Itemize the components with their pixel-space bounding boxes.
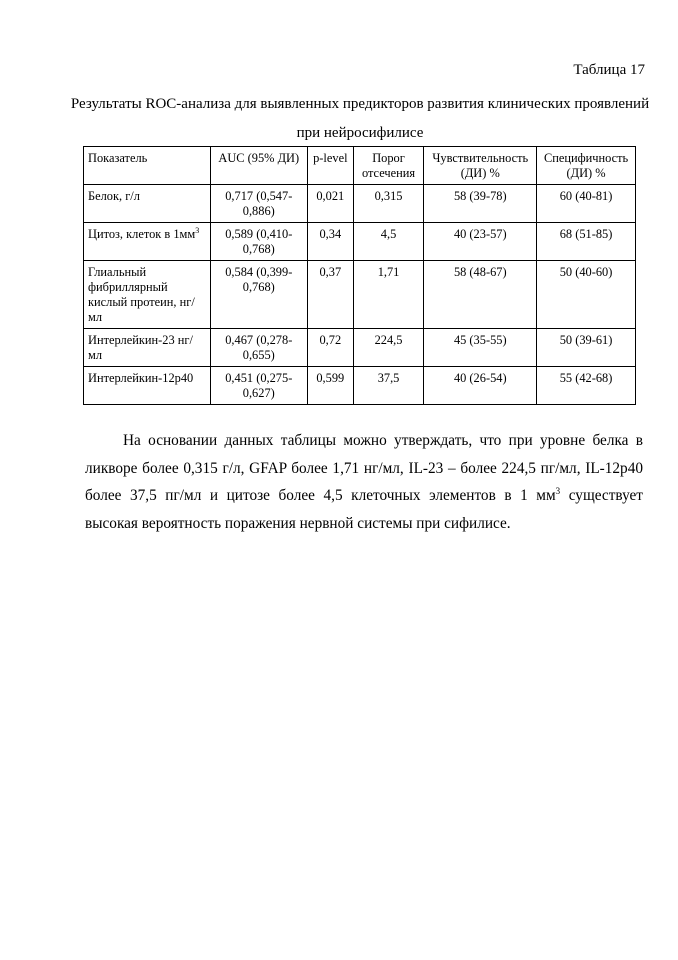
cell-sensitivity-text: 40 (26-54) — [453, 371, 507, 385]
cell-cutoff — [353, 261, 424, 329]
cell-cutoff-text: 4,5 — [380, 227, 397, 241]
cell-cutoff-text: 1,71 — [377, 265, 400, 279]
cell-p-level — [307, 223, 353, 261]
cell-specificity-text: 55 (42-68) — [559, 371, 613, 385]
cell-specificity-text: 68 (51-85) — [559, 227, 613, 241]
cell-cutoff — [353, 329, 424, 367]
cell-auc — [210, 261, 307, 329]
cell-indicator — [84, 223, 211, 261]
cell-sensitivity — [424, 367, 537, 405]
cell-indicator-superscript: 3 — [195, 225, 200, 235]
cell-sensitivity-text: 58 (39-78) — [453, 189, 507, 203]
paragraph-text: На основании данных таблицы можно утверждать, что при уровне белка в ликворе более 0,315 г/л, GFAP более 1,71 нг/мл, IL-23 – более 224,5 пг/мл, IL-12р40 более 37,5 пг/мл и цитозе более 4,5 клеточных элементов в 1 мм — [85, 432, 643, 504]
cell-sensitivity-text: 58 (48-67) — [453, 265, 507, 279]
header-indicator: Показатель — [84, 147, 211, 185]
cell-auc — [210, 367, 307, 405]
cell-cutoff-text: 0,315 — [374, 189, 403, 203]
cell-indicator — [84, 261, 211, 329]
cell-specificity — [537, 261, 636, 329]
table-row — [84, 261, 636, 329]
cell-cutoff — [353, 367, 424, 405]
cell-sensitivity-text: 45 (35-55) — [453, 333, 507, 347]
header-cutoff: Порог отсечения — [353, 147, 424, 185]
cell-specificity-text: 50 (40-60) — [559, 265, 613, 279]
table-number: Таблица 17 — [573, 62, 645, 78]
paragraph-superscript: 3 — [555, 485, 561, 496]
table-row — [84, 329, 636, 367]
cell-p-level — [307, 185, 353, 223]
cell-p-level-text: 0,34 — [319, 227, 342, 241]
cell-auc — [210, 329, 307, 367]
table-body — [84, 185, 636, 405]
cell-indicator — [84, 367, 211, 405]
table-row — [84, 223, 636, 261]
cell-sensitivity-text: 40 (23-57) — [453, 227, 507, 241]
table-row — [84, 185, 636, 223]
cell-specificity — [537, 185, 636, 223]
cell-cutoff-text: 224,5 — [374, 333, 403, 347]
cell-indicator-text: Цитоз, клеток в 1мм — [88, 227, 196, 241]
cell-p-level — [307, 329, 353, 367]
cell-p-level — [307, 261, 353, 329]
header-p-level: p-level — [307, 147, 353, 185]
roc-table — [83, 146, 636, 405]
table-caption: Результаты ROC-анализа для выявленных предикторов развития клинических проявлений при нейросифилисе — [70, 96, 650, 141]
cell-auc — [210, 185, 307, 223]
cell-specificity-text: 60 (40-81) — [559, 189, 613, 203]
cell-auc-text: 0,451 (0,275-0,627) — [225, 371, 293, 400]
header-specificity: Специфичность (ДИ) % — [537, 147, 636, 185]
cell-indicator-text: Глиальный фибриллярный кислый протеин, нг/мл — [88, 265, 195, 324]
cell-auc-text: 0,717 (0,547-0,886) — [225, 189, 293, 218]
cell-cutoff — [353, 223, 424, 261]
table-header-row — [84, 147, 636, 185]
cell-auc-text: 0,467 (0,278-0,655) — [225, 333, 293, 362]
cell-indicator-text: Интерлейкин-23 нг/мл — [88, 333, 193, 362]
cell-specificity-text: 50 (39-61) — [559, 333, 613, 347]
conclusion-paragraph — [85, 427, 643, 537]
paragraph-text-end: существует высокая вероятность поражения нервной системы при сифилисе. — [85, 487, 643, 532]
cell-p-level-text: 0,599 — [316, 371, 345, 385]
cell-sensitivity — [424, 223, 537, 261]
cell-indicator-text: Интерлейкин-12р40 — [88, 371, 194, 385]
cell-sensitivity — [424, 261, 537, 329]
cell-sensitivity — [424, 329, 537, 367]
cell-p-level-text: 0,72 — [319, 333, 342, 347]
table-row — [84, 367, 636, 405]
cell-specificity — [537, 329, 636, 367]
cell-indicator-text: Белок, г/л — [88, 189, 140, 203]
cell-auc-text: 0,589 (0,410-0,768) — [225, 227, 293, 256]
cell-indicator — [84, 329, 211, 367]
cell-indicator — [84, 185, 211, 223]
cell-specificity — [537, 367, 636, 405]
header-auc: AUC (95% ДИ) — [210, 147, 307, 185]
cell-p-level — [307, 367, 353, 405]
cell-cutoff — [353, 185, 424, 223]
cell-p-level-text: 0,021 — [316, 189, 345, 203]
cell-sensitivity — [424, 185, 537, 223]
cell-auc-text: 0,584 (0,399-0,768) — [225, 265, 293, 294]
cell-p-level-text: 0,37 — [319, 265, 342, 279]
cell-auc — [210, 223, 307, 261]
header-sensitivity: Чувствительность (ДИ) % — [424, 147, 537, 185]
cell-cutoff-text: 37,5 — [377, 371, 400, 385]
cell-specificity — [537, 223, 636, 261]
